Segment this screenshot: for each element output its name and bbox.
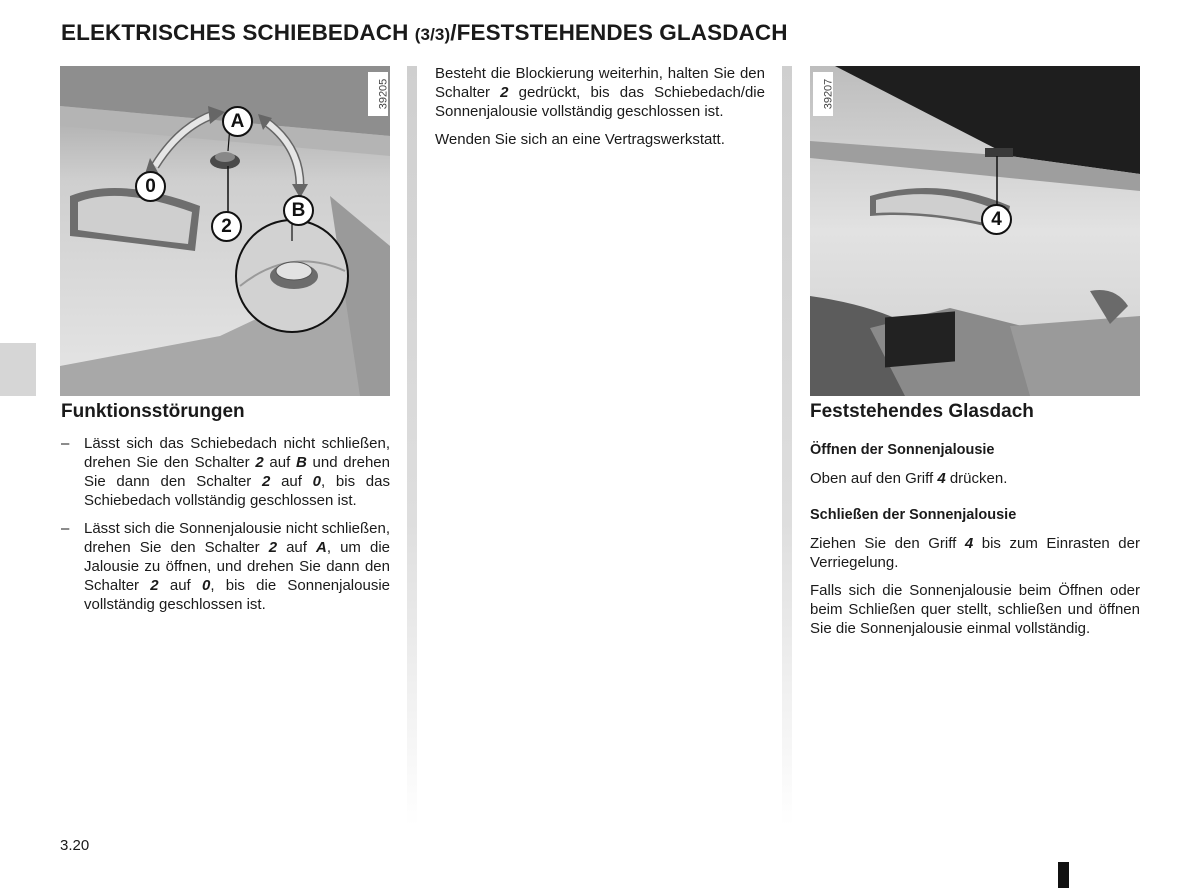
label-2: 2 (211, 211, 242, 242)
page-number: 3.20 (60, 837, 90, 854)
figure-number: 39205 (368, 72, 388, 116)
section-heading: Feststehendes Glasdach (810, 401, 1034, 422)
label-a: A (222, 106, 253, 137)
subheading-open: Öffnen der Sonnenjalousie (810, 442, 995, 458)
glass-roof-illustration (810, 66, 1140, 396)
list-item: – Lässt sich die Sonnenjalousie nicht schließen, drehen Sie den Schalter 2 auf A, um die Jalousie zu öffnen, und drehen Sie dann den Schalter 2 auf 0, bis die Sonnenjalousie vollständig geschlossen ist. (61, 519, 390, 614)
column-divider (782, 66, 792, 826)
persistent-block-text (435, 64, 765, 158)
chapter-tab (0, 343, 36, 396)
title-part-indicator: (3/3) (414, 25, 451, 44)
paragraph: Ziehen Sie den Griff 4 bis zum Einrasten der Verriegelung. (810, 535, 1140, 571)
paragraph: Besteht die Blockierung weiterhin, halten Sie den Schalter 2 gedrückt, bis das Schiebedach/die Sonnenjalousie vollständig geschlossen ist. (435, 65, 765, 120)
fixed-glass-roof-figure (810, 66, 1140, 396)
figure-number: 39207 (813, 72, 833, 116)
page-title (61, 20, 788, 46)
label-0: 0 (135, 171, 166, 202)
paragraph: Wenden Sie sich an eine Vertragswerkstatt. (435, 131, 725, 148)
subheading-close: Schließen der Sonnenjalousie (810, 507, 1017, 523)
column-divider (407, 66, 417, 826)
title-main: ELEKTRISCHES SCHIEBEDACH (61, 20, 415, 45)
paragraph: Falls sich die Sonnenjalousie beim Öffnen oder beim Schließen quer stellt, schließen und öffnen Sie die Sonnenjalousie einmal vollständig. (810, 582, 1140, 637)
malfunctions-section (61, 402, 390, 623)
section-heading: Funktionsstörungen (61, 401, 245, 422)
list-item: – Lässt sich das Schiebedach nicht schließen, drehen Sie den Schalter 2 auf B und drehen Sie dann den Schalter 2 auf 0, bis das Schiebedach vollständig geschlossen ist. (61, 434, 390, 510)
sunroof-switch-figure (60, 66, 390, 396)
malfunction-list (61, 434, 390, 614)
label-4: 4 (981, 204, 1012, 235)
glass-roof-section (810, 402, 1140, 647)
page-corner-marker (1058, 862, 1069, 888)
paragraph: Oben auf den Griff 4 drücken. (810, 470, 1008, 487)
label-b: B (283, 195, 314, 226)
title-secondary: /FESTSTEHENDES GLASDACH (450, 20, 788, 45)
